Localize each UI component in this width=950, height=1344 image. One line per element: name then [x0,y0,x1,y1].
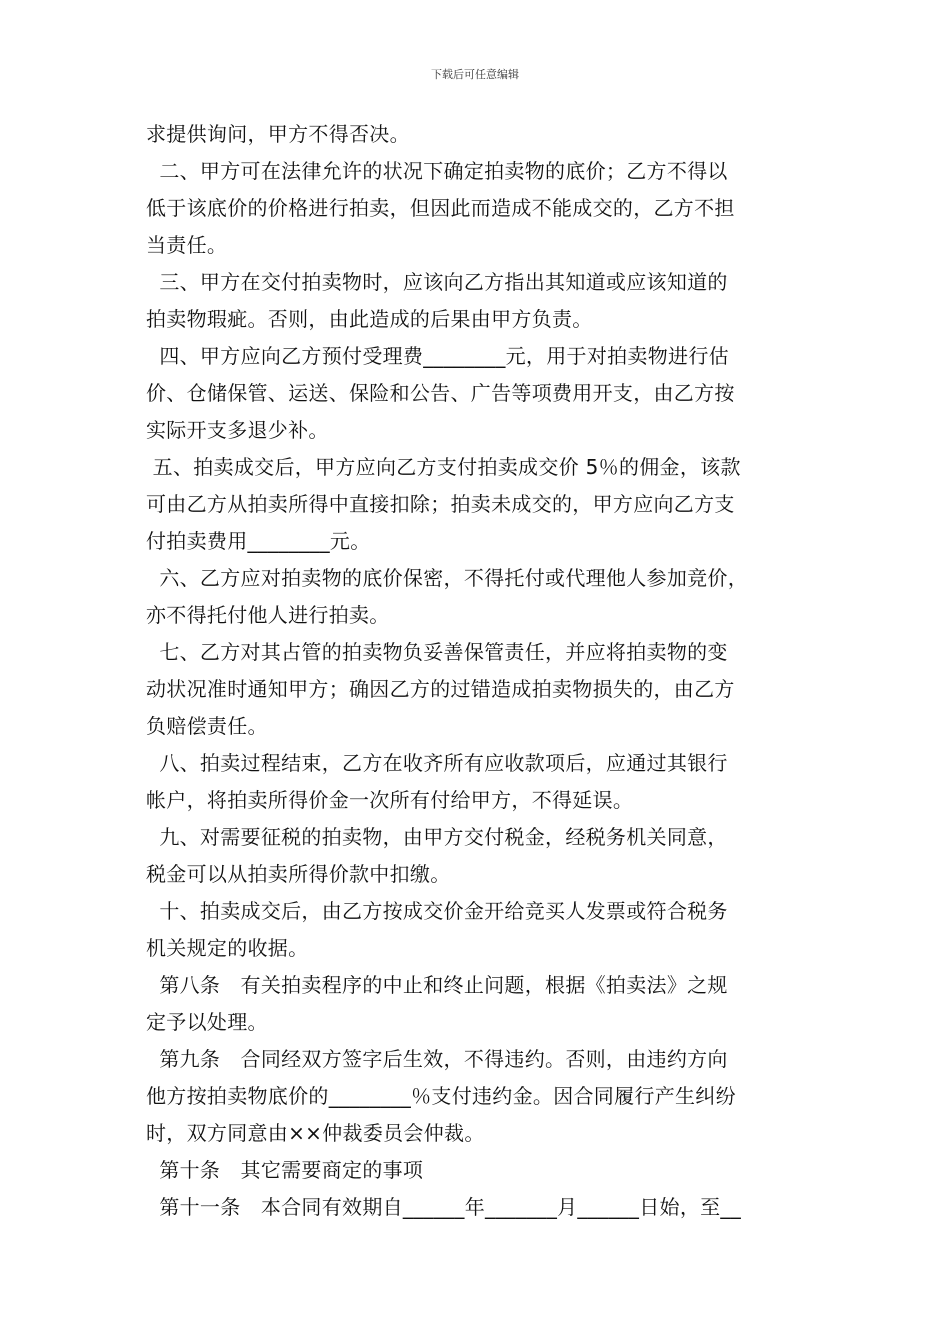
text-line: 第十条 其它需要商定的事项 [146,1158,424,1182]
text-line: 十、拍卖成交后，由乙方按成交价金开给竞买人发票或符合税务 [146,899,728,923]
text-line: 三、甲方在交付拍卖物时，应该向乙方指出其知道或应该知道的 [146,270,728,294]
text-line: 第十一条 本合同有效期自______年_______月______日始，至__ [146,1195,742,1219]
text-line: 五、拍卖成交后，甲方应向乙方支付拍卖成交价 5％的佣金，该款 [146,455,741,479]
text-line: 时，双方同意由××仲裁委员会仲裁。 [146,1121,485,1145]
text-line: 拍卖物瑕疵。否则，由此造成的后果由甲方负责。 [146,307,593,331]
text-line: 二、甲方可在法律允许的状况下确定拍卖物的底价；乙方不得以 [146,159,728,183]
text-line: 付拍卖费用________元。 [146,529,371,553]
text-line: 负赔偿责任。 [146,714,268,738]
text-line: 机关规定的收据。 [146,936,309,960]
text-line: 价、仓储保管、运送、保险和公告、广告等项费用开支，由乙方按 [146,381,735,405]
text-line: 六、乙方应对拍卖物的底价保密，不得托付或代理他人参加竞价， [146,566,749,590]
text-line: 第九条 合同经双方签字后生效，不得违约。否则，由违约方向 [146,1047,728,1071]
text-line: 税金可以从拍卖所得价款中扣缴。 [146,862,451,886]
text-line: 求提供询问，甲方不得否决。 [146,122,410,146]
page-header: 下载后可任意编辑 [431,68,519,81]
text-line: 当责任。 [146,233,228,257]
text-line: 可由乙方从拍卖所得中直接扣除；拍卖未成交的，甲方应向乙方支 [146,492,735,516]
text-line: 亦不得托付他人进行拍卖。 [146,603,390,627]
text-line: 第八条 有关拍卖程序的中止和终止问题，根据《拍卖法》之规 [146,973,728,997]
text-line: 实际开支多退少补。 [146,418,329,442]
text-line: 动状况准时通知甲方；确因乙方的过错造成拍卖物损失的，由乙方 [146,677,735,701]
text-line: 低于该底价的价格进行拍卖，但因此而造成不能成交的，乙方不担 [146,196,735,220]
text-line: 定予以处理。 [146,1010,268,1034]
text-line: 帐户，将拍卖所得价金一次所有付给甲方，不得延误。 [146,788,634,812]
text-line: 七、乙方对其占管的拍卖物负妥善保管责任，并应将拍卖物的变 [146,640,728,664]
text-line: 八、拍卖过程结束，乙方在收齐所有应收款项后，应通过其银行 [146,751,728,775]
document-body [146,116,816,1226]
text-line: 他方按拍卖物底价的________％支付违约金。因合同履行产生纠纷 [146,1084,736,1108]
text-line: 九、对需要征税的拍卖物，由甲方交付税金，经税务机关同意， [146,825,728,849]
text-line: 四、甲方应向乙方预付受理费________元，用于对拍卖物进行估 [146,344,729,368]
